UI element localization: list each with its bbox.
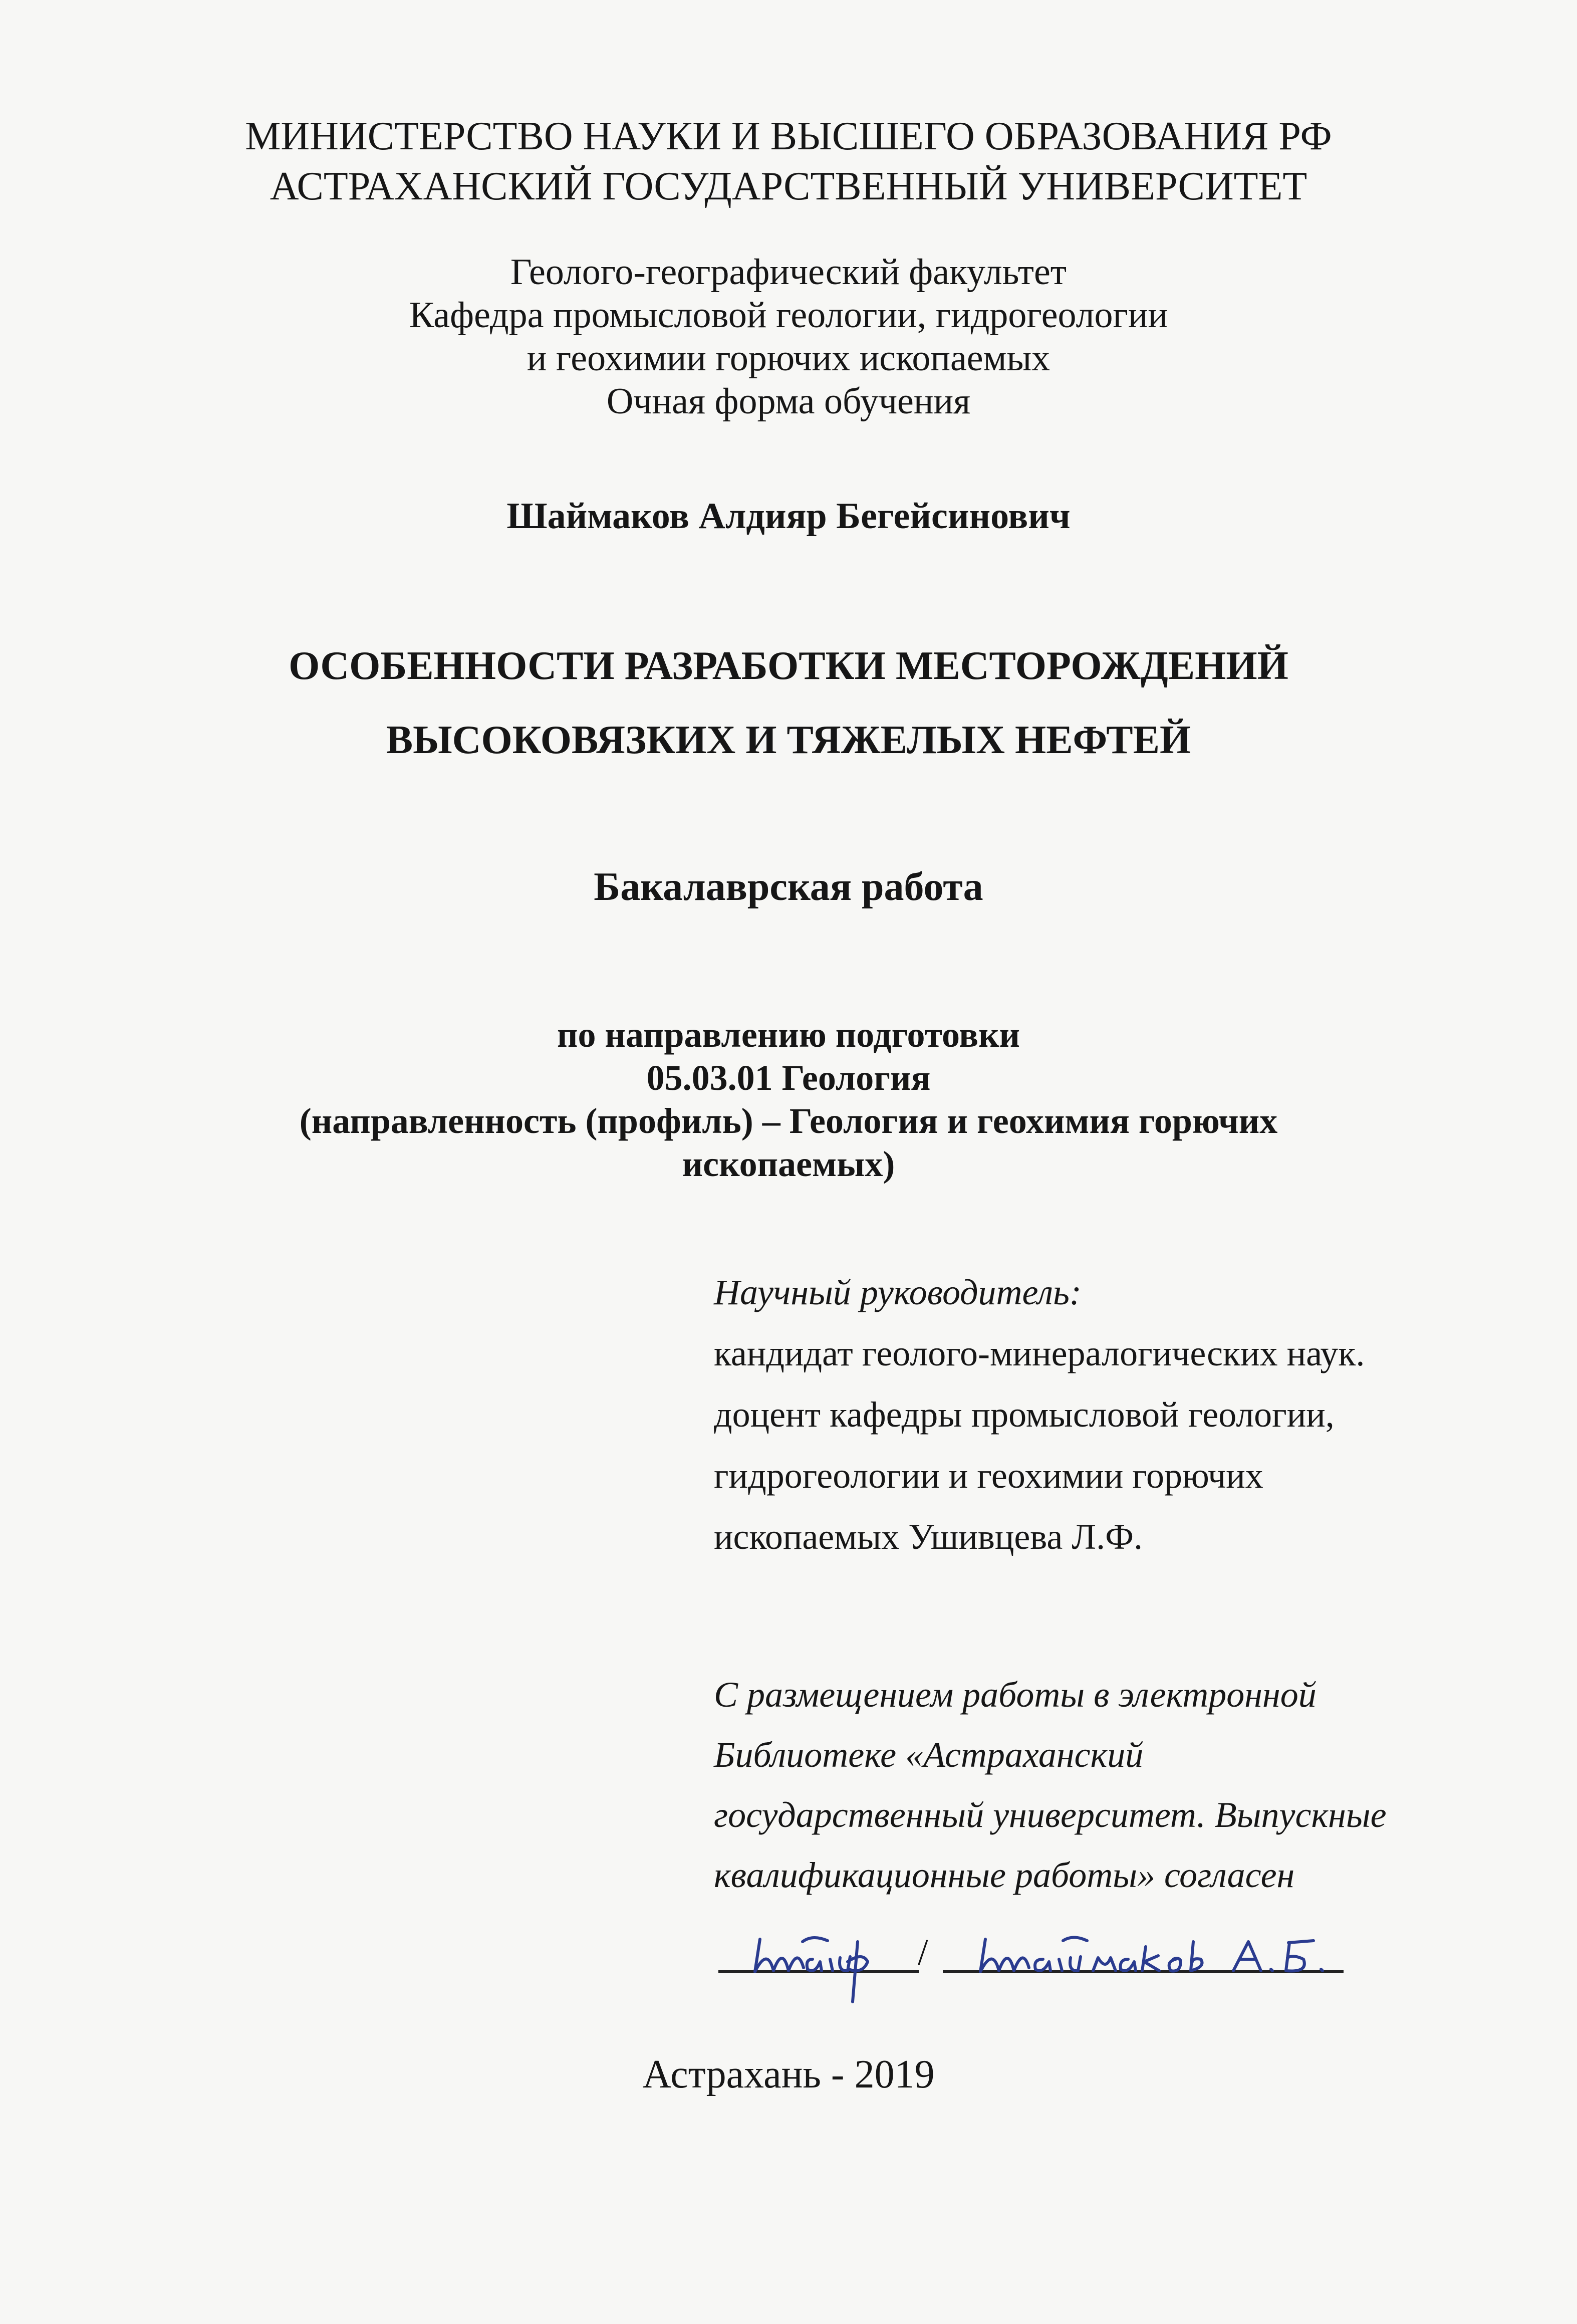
- faculty-line: Очная форма обучения: [606, 381, 971, 422]
- faculty-line: и геохимии горючих ископаемых: [527, 338, 1050, 379]
- thesis-title: [0, 629, 1577, 777]
- title-line: ВЫСОКОВЯЗКИХ И ТЯЖЕЛЫХ НЕФТЕЙ: [386, 718, 1191, 762]
- work-type: Бакалаврская работа: [594, 865, 983, 909]
- faculty-block: [0, 251, 1577, 423]
- consent-line: государственный университет. Выпускные: [714, 1795, 1387, 1835]
- university-name: АСТРАХАНСКИЙ ГОСУДАРСТВЕННЫЙ УНИВЕРСИТЕТ: [270, 164, 1307, 208]
- supervisor-line: доцент кафедры промысловой геологии,: [714, 1395, 1335, 1435]
- direction-block: [0, 1013, 1577, 1186]
- direction-line: по направлению подготовки: [557, 1015, 1020, 1055]
- handwritten-signature: [712, 1912, 1464, 2012]
- supervisor-heading: Научный руководитель:: [714, 1272, 1082, 1312]
- direction-line: (направленность (профиль) – Геология и геохимия горючих: [299, 1101, 1278, 1141]
- signature-row: [712, 1912, 1464, 2012]
- title-line: ОСОБЕННОСТИ РАЗРАБОТКИ МЕСТОРОЖДЕНИЙ: [289, 644, 1288, 688]
- direction-line: 05.03.01 Геология: [646, 1058, 931, 1098]
- ministry-name: МИНИСТЕРСТВО НАУКИ И ВЫСШЕГО ОБРАЗОВАНИЯ РФ: [245, 114, 1332, 158]
- faculty-line: Кафедра промысловой геологии, гидрогеологии: [409, 295, 1168, 336]
- supervisor-block: [714, 1262, 1495, 1567]
- supervisor-line: ископаемых Ушивцева Л.Ф.: [714, 1517, 1143, 1557]
- signature-separator: /: [918, 1932, 928, 1973]
- consent-line: квалификационные работы» согласен: [714, 1855, 1295, 1895]
- supervisor-line: гидрогеологии и геохимии горючих: [714, 1456, 1263, 1496]
- author-name: Шаймаков Алдияр Бегейсинович: [506, 496, 1071, 537]
- city-year: Астрахань - 2019: [642, 2052, 935, 2097]
- ministry-header: [0, 111, 1577, 211]
- faculty-line: Геолого-географический факультет: [510, 252, 1067, 293]
- consent-line: С размещением работы в электронной: [714, 1675, 1317, 1715]
- supervisor-line: кандидат геолого-минералогических наук.: [714, 1333, 1365, 1373]
- consent-line: Библиотеке «Астраханский: [714, 1735, 1144, 1775]
- direction-line: ископаемых): [682, 1144, 895, 1184]
- consent-block: [714, 1665, 1495, 1905]
